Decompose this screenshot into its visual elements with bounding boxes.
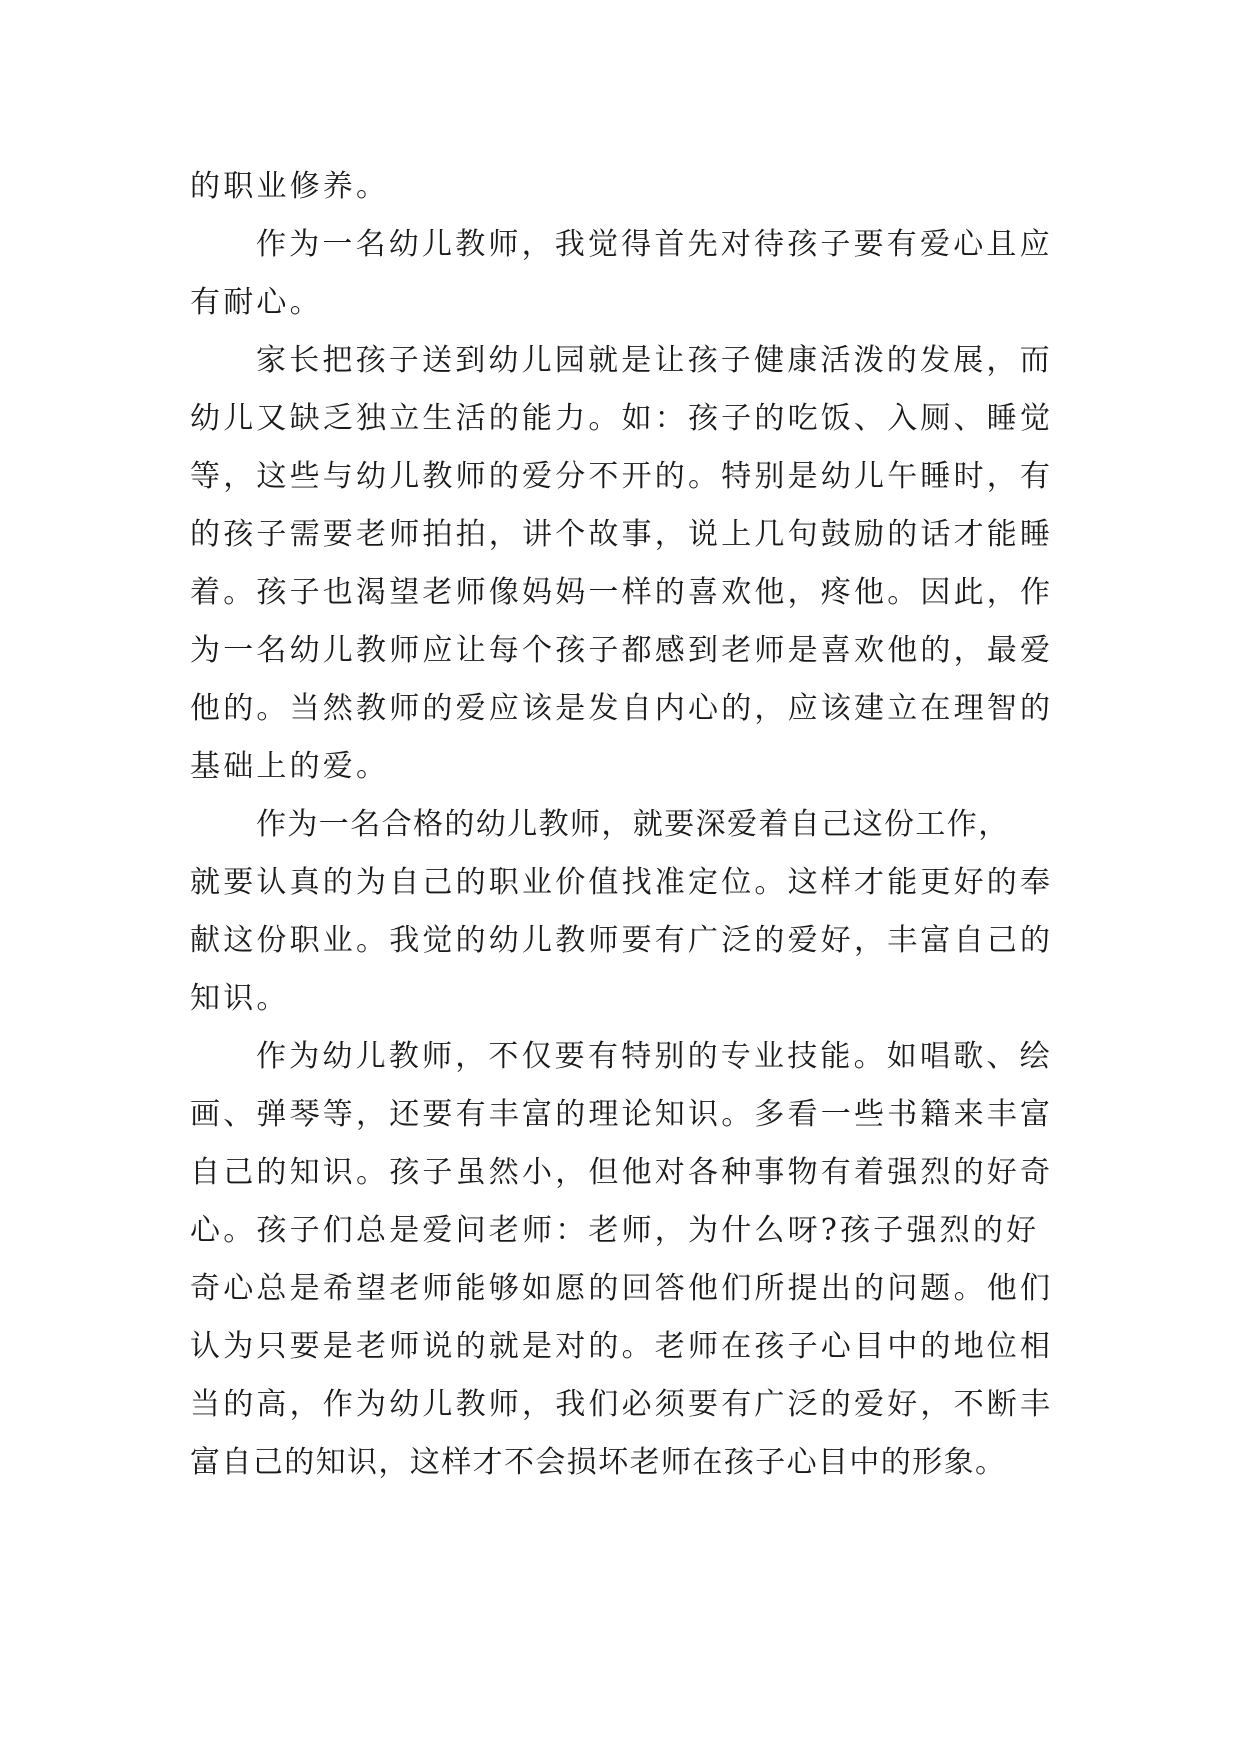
text-line: 当的高，作为幼儿教师，我们必须要有广泛的爱好，不断丰	[190, 1387, 1054, 1422]
text-line: 等，这些与幼儿教师的爱分不开的。特别是幼儿午睡时，有	[190, 459, 1054, 494]
text-line: 作为幼儿教师，不仅要有特别的专业技能。如唱歌、绘	[256, 1039, 1053, 1074]
text-line: 幼儿又缺乏独立生活的能力。如：孩子的吃饭、入厕、睡觉	[190, 401, 1054, 436]
paragraph	[190, 216, 1070, 332]
text-line: 的孩子需要老师拍拍，讲个故事，说上几句鼓励的话才能睡	[190, 517, 1054, 552]
text-line: 富自己的知识，这样才不会损坏老师在孩子心目中的形象。	[190, 1445, 1007, 1480]
text-line: 有耐心。	[190, 285, 323, 320]
text-line: 奇心总是希望老师能够如愿的回答他们所提出的问题。他们	[190, 1271, 1054, 1306]
text-line: 自己的知识。孩子虽然小，但他对各种事物有着强烈的好奇	[190, 1155, 1054, 1190]
text-line: 为一名幼儿教师应让每个孩子都感到老师是喜欢他的，最爱	[190, 633, 1054, 668]
paragraph	[190, 332, 1070, 796]
text-line: 认为只要是老师说的就是对的。老师在孩子心目中的地位相	[190, 1329, 1054, 1364]
text-line: 着。孩子也渴望老师像妈妈一样的喜欢他，疼他。因此，作	[190, 575, 1054, 610]
paragraph	[190, 1028, 1070, 1492]
document-body	[190, 158, 1070, 1492]
paragraph	[190, 158, 1070, 216]
text-line: 作为一名幼儿教师，我觉得首先对待孩子要有爱心且应	[256, 227, 1053, 262]
text-line: 的职业修养。	[190, 169, 390, 204]
text-line: 家长把孩子送到幼儿园就是让孩子健康活泼的发展，而	[256, 343, 1053, 378]
text-line: 画、弹琴等，还要有丰富的理论知识。多看一些书籍来丰富	[190, 1097, 1054, 1132]
paragraph	[190, 796, 1070, 1028]
text-line: 他的。当然教师的爱应该是发自内心的，应该建立在理智的	[190, 691, 1054, 726]
text-line: 心。孩子们总是爱问老师：老师，为什么呀?孩子强烈的好	[190, 1213, 1040, 1248]
text-line: 就要认真的为自己的职业价值找准定位。这样才能更好的奉	[190, 865, 1054, 900]
text-line: 知识。	[190, 981, 290, 1016]
text-line: 基础上的爱。	[190, 749, 390, 784]
text-line: 作为一名合格的幼儿教师，就要深爱着自己这份工作，	[256, 807, 1010, 842]
text-line: 献这份职业。我觉的幼儿教师要有广泛的爱好，丰富自己的	[190, 923, 1054, 958]
